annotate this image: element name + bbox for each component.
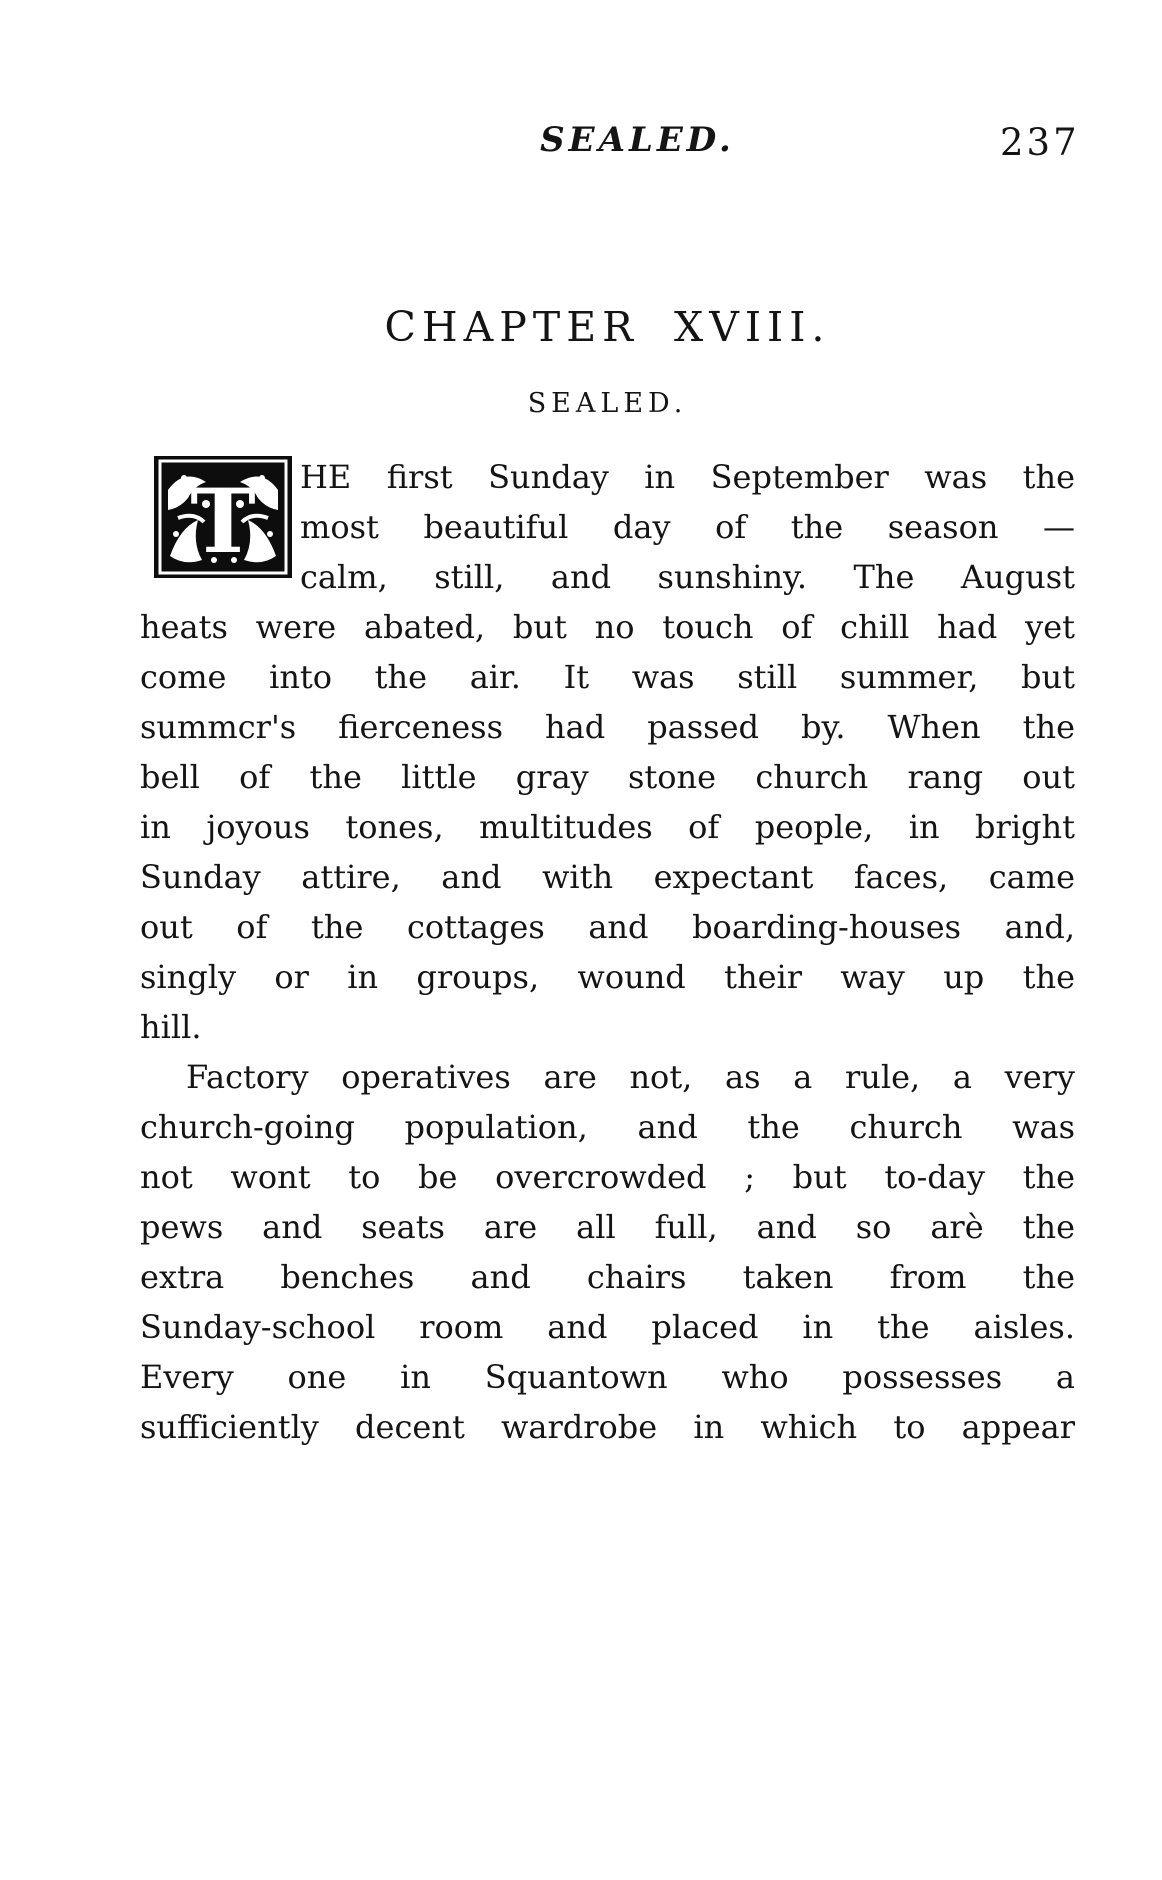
text-line: Sunday-school room and placed in the aisles. [140,1308,1075,1346]
text-line: HE first Sunday in September was the [300,458,1075,496]
text-line: not wont to be overcrowded ; but to-day the [140,1158,1075,1196]
text-line: come into the air. It was still summer, but [140,658,1075,696]
drop-cap-ornament-icon [154,456,292,578]
text-line: singly or in groups, wound their way up the [140,958,1075,996]
text-line: hill. [140,1008,202,1046]
text-line: pews and seats are all full, and so arè the [140,1208,1075,1246]
text-line: heats were abated, but no touch of chill had yet [140,608,1075,646]
chapter-heading: CHAPTER XVIII. [384,303,831,351]
text-line: Sunday attire, and with expectant faces, came [140,858,1075,896]
page-number: 237 [1000,121,1080,164]
text-line: most beautiful day of the season — [300,508,1075,546]
text-line: out of the cottages and boarding-houses and, [140,908,1075,946]
running-header-title: SEALED. [540,120,735,160]
text-line: bell of the little gray stone church rang out [140,758,1075,796]
text-line: calm, still, and sunshiny. The August [300,558,1075,596]
paragraph-1-lines [140,602,1075,1052]
drop-cap-letter: T [190,469,256,573]
body-text [140,452,1075,1452]
paragraph-2-lines [140,1052,1075,1452]
text-line: extra benches and chairs taken from the [140,1258,1075,1296]
text-line: Every one in Squantown who possesses a [140,1358,1075,1396]
text-line: Factory operatives are not, as a rule, a very [186,1058,1075,1096]
text-line: in joyous tones, multitudes of people, in bright [140,808,1075,846]
paragraph-opening [140,452,1075,602]
text-line: summcr's fierceness had passed by. When the [140,708,1075,746]
paragraph-1-dropcap-lines [300,452,1075,602]
chapter-subtitle: SEALED. [527,388,688,419]
text-line: sufficiently decent wardrobe in which to appear [140,1408,1075,1446]
text-line: church-going population, and the church was [140,1108,1075,1146]
